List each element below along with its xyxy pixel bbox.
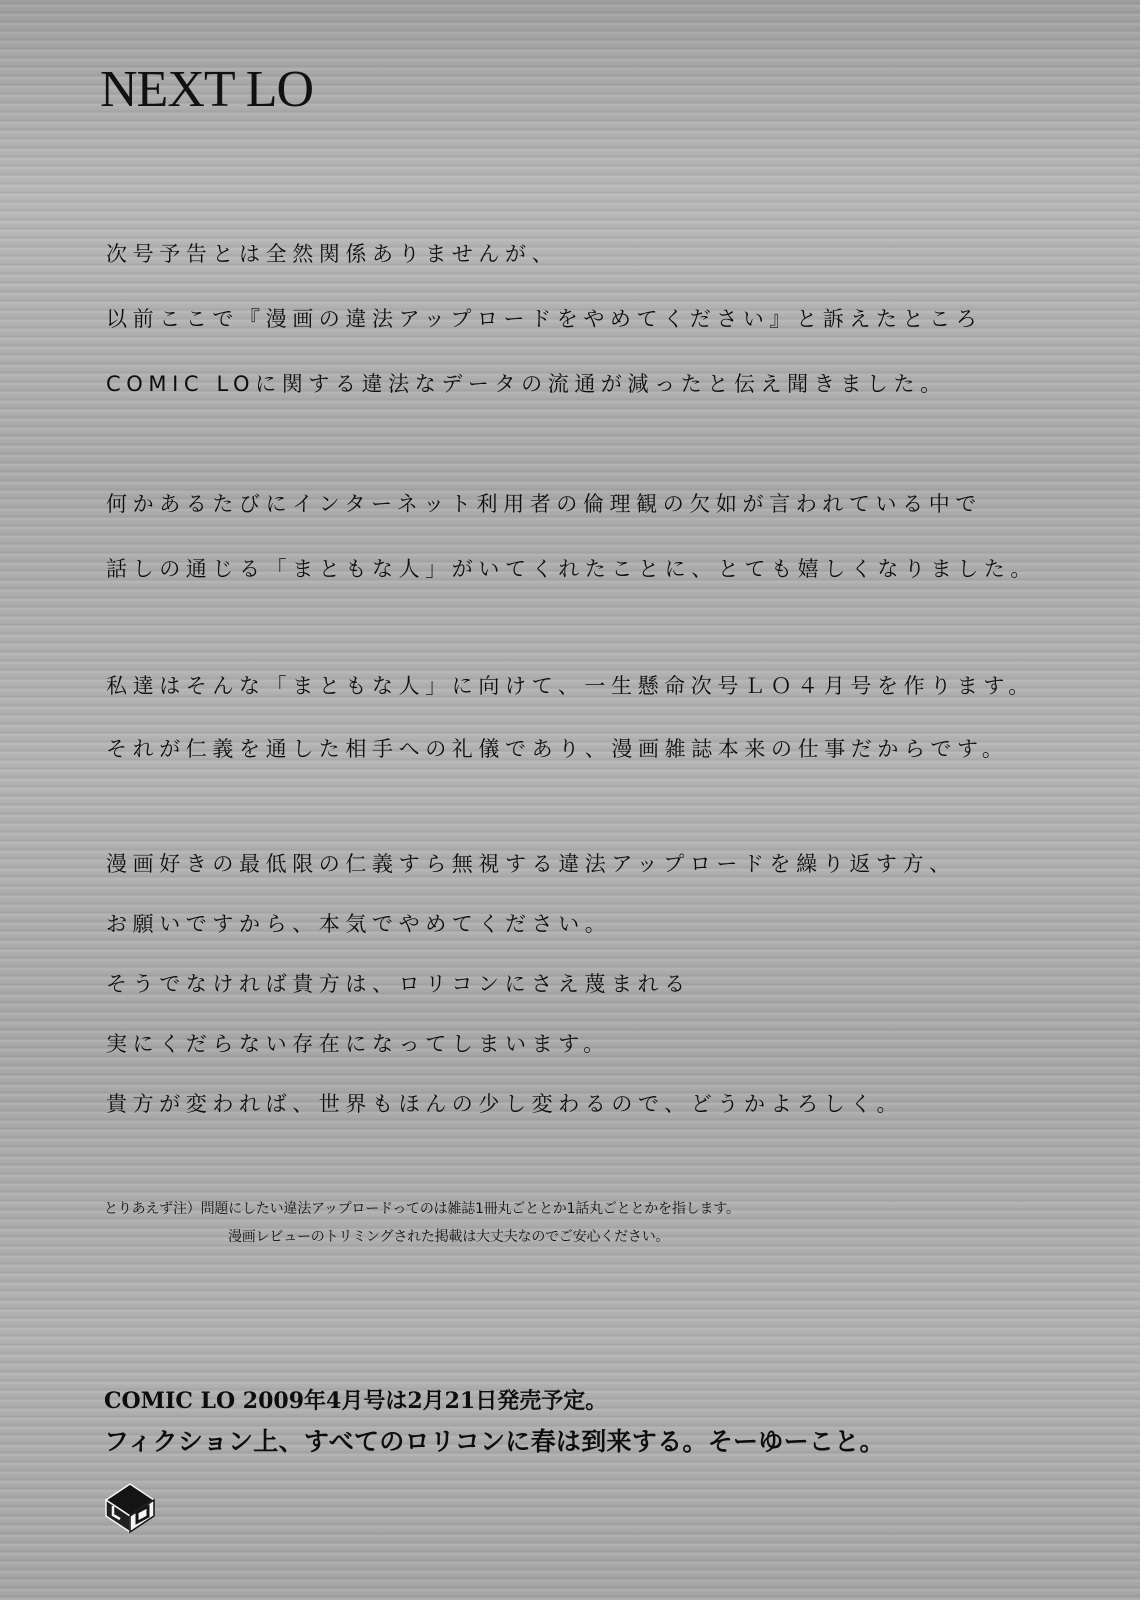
body-line-4: 何かあるたびにインターネット利用者の倫理観の欠如が言われている中で (106, 492, 982, 516)
body-line-9: お願いですから、本気でやめてください。 (106, 912, 612, 936)
release-date-notice: COMIC LO 2009年4月号は2月21日発売予定。 (104, 1388, 608, 1414)
body-line-8: 漫画好きの最低限の仁義すら無視する違法アップロードを繰り返す方、 (106, 852, 956, 876)
body-line-6: 私達はそんな「まともな人」に向けて、一生懸命次号ＬＯ４月号を作ります。 (106, 674, 1035, 698)
body-line-11: 実にくだらない存在になってしまいます。 (106, 1032, 610, 1056)
page-title: NEXT LO (100, 61, 314, 118)
footnote-line-1: とりあえず注）問題にしたい違法アップロードってのは雑誌1冊丸ごととか1話丸ごととかを指します。 (104, 1201, 740, 1217)
body-line-3: COMIC LOに関する違法なデータの流通が減ったと伝え聞きました。 (106, 372, 947, 396)
body-line-1: 次号予告とは全然関係ありませんが、 (106, 242, 559, 266)
body-line-2: 以前ここで『漫画の違法アップロードをやめてください』と訴えたところ (106, 307, 983, 331)
body-line-10: そうでなければ貴方は、ロリコンにさえ蔑まれる (106, 972, 691, 996)
footnote-line-2: 漫画レビューのトリミングされた掲載は大丈夫なのでご安心ください。 (228, 1229, 670, 1245)
comic-lo-cube-logo-icon (104, 1482, 156, 1534)
body-line-7: それが仁義を通した相手への礼儀であり、漫画雑誌本来の仕事だからです。 (106, 737, 1009, 761)
body-line-12: 貴方が変われば、世界もほんの少し変わるので、どうかよろしく。 (106, 1092, 904, 1116)
body-line-5: 話しの通じる「まともな人」がいてくれたことに、とても嬉しくなりました。 (106, 557, 1037, 581)
tagline: フィクション上、すべてのロリコンに春は到来する。そーゆーこと。 (104, 1427, 885, 1456)
